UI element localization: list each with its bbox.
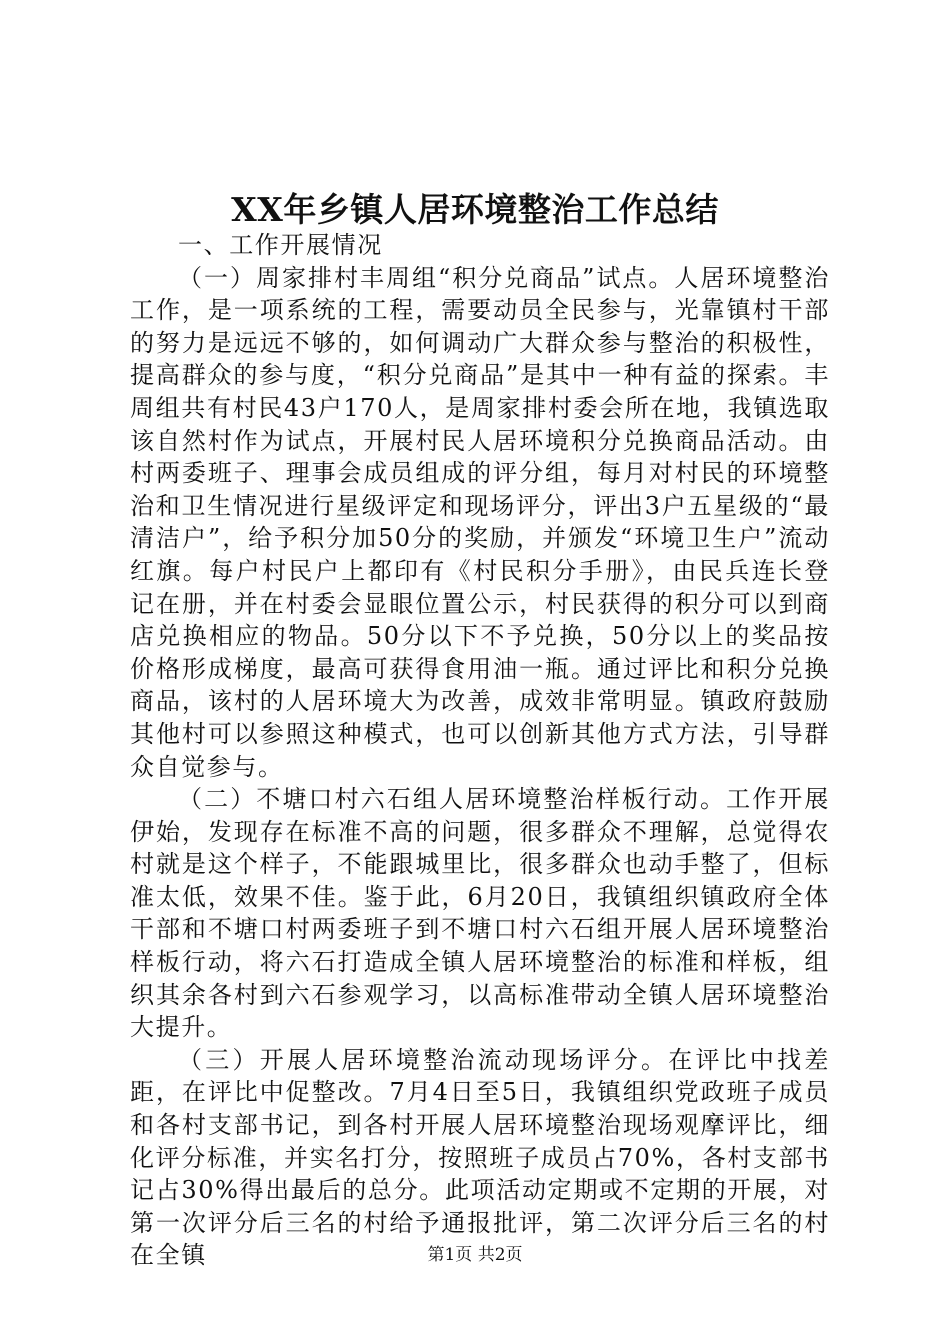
paragraph-3: （三）开展人居环境整治流动现场评分。在评比中找差距，在评比中促整改。7月4日至5日，我镇组织党政班子成员和各村支部书记，到各村开展人居环境整治现场观摩评比，细化评分标准，并实名打分，按照班子成员占70%，各村支部书记占30%得出最后的总分。此项活动定期或不定期的开展，对第一次评分后三名的村给予通报批评，第二次评分后三名的村在全镇 <box>130 1045 830 1270</box>
document-body <box>130 229 830 1272</box>
paragraph-2: （二）不塘口村六石组人居环境整治样板行动。工作开展伊始，发现存在标准不高的问题，很多群众不理解，总觉得农村就是这个样子，不能跟城里比，很多群众也动手整了，但标准太低，效果不佳。鉴于此，6月20日，我镇组织镇政府全体干部和不塘口村两委班子到不塘口村六石组开展人居环境整治样板行动，将六石打造成全镇人居环境整治的标准和样板，组织其余各村到六石参观学习，以高标准带动全镇人居环境整治大提升。 <box>130 785 830 1042</box>
paragraph-1: （一）周家排村丰周组“积分兑商品”试点。人居环境整治工作，是一项系统的工程，需要动员全民参与，光靠镇村干部的努力是远远不够的，如何调动广大群众参与整治的积极性，提高群众的参与度，“积分兑商品”是其中一种有益的探索。丰周组共有村民43户170人，是周家排村委会所在地，我镇选取该自然村作为试点，开展村民人居环境积分兑换商品活动。由村两委班子、理事会成员组成的评分组，每月对村民的环境整治和卫生情况进行星级评定和现场评分，评出3户五星级的“最清洁户”，给予积分加50分的奖励，并颁发“环境卫生户”流动红旗。每户村民户上都印有《村民积分手册》，由民兵连长登记在册，并在村委会显眼位置公示，村民获得的积分可以到商店兑换相应的物品。50分以下不予兑换，50分以上的奖品按价格形成梯度，最高可获得食用油一瓶。通过评比和积分兑换商品，该村的人居环境大为改善，成效非常明显。镇政府鼓励其他村可以参照这种模式，也可以创新其他方式方法，引导群众自觉参与。 <box>130 263 830 781</box>
section-heading: 一、工作开展情况 <box>178 231 383 259</box>
document-title: XX年乡镇人居环境整治工作总结 <box>231 190 719 229</box>
page-footer: 第1页 共2页 <box>427 1245 523 1265</box>
